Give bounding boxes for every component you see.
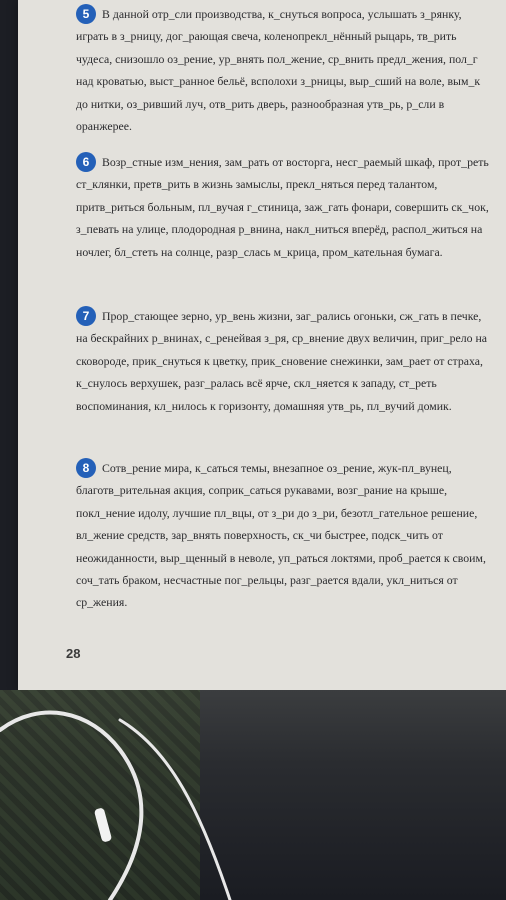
exercise-5-text [76, 3, 492, 137]
page-number: 28 [66, 646, 81, 661]
exercise-6-text [76, 151, 492, 263]
exercise-8-text [76, 457, 492, 614]
textbook-page [18, 0, 506, 690]
exercise-8-paragraph: Сотв_рение мира, к_саться темы, внезапное оз_рение, жук-пл_вунец, благотв_рительная акция, соприк_саться рукавами, возг_рание на крыше, покл_нение идолу, лучшие пл_вцы, от з_ри до з_ри, безотл_гательное решение, вл_жение средств, зар_внять поверхность, ск_чи быстрее, подск_чить от неожиданности, выр_щенный в неволе, уп_раться локтями, проб_рается к своим, соч_тать браком, несчастные пог_рельцы, разг_рается вдали, укл_ниться от ср_жения. [76, 461, 486, 610]
exercise-number-5: 5 [76, 4, 96, 24]
exercise-6-paragraph: Возр_стные изм_нения, зам_рать от восторга, несг_раемый шкаф, прот_реть ст_клянки, претв_рить в жизнь замыслы, прекл_няться перед талантом, притв_риться больным, пл_вучая г_стиница, заж_гать фонари, совершить ск_чок, з_певать на улице, плодородная р_внина, накл_ниться вперёд, распол_житься на ночлег, бл_стеть на солнце, разр_слась м_крица, пром_кательная бумага. [76, 155, 489, 259]
exercise-number-8: 8 [76, 458, 96, 478]
exercise-7-paragraph: Прор_стающее зерно, ур_вень жизни, заг_рались огоньки, сж_гать в печке, на бескрайних р_внинах, с_ренейвая з_ря, ср_внение двух величин, приг_рело на сковороде, прик_снуться к цветку, прик_сновение снежинки, зам_рает от страха, к_снулось верхушек, разг_ралась всё ярче, скл_няется к западу, ст_реть воспоминания, кл_нилось к горизонту, домашняя утв_рь, пл_вучий домик. [76, 309, 487, 413]
exercise-7-text [76, 305, 492, 417]
earphone-cable-image [0, 690, 260, 900]
exercise-number-6: 6 [76, 152, 96, 172]
exercise-5-paragraph: В данной отр_сли производства, к_снуться вопроса, услышать з_рянку, играть в з_рницу, дог_рающая свеча, коленопрекл_нённый рыцарь, тв_рить чудеса, снизошло оз_рение, ур_внять пол_жение, ср_внить предл_жения, пол_г над кроватью, выст_ранное бельё, всполохи з_рницы, выр_сший на воле, вым_к до нитки, оз_ривший луч, отв_рить дверь, разнообразная утв_рь, р_сли в оранжерее. [76, 7, 481, 134]
exercise-number-7: 7 [76, 306, 96, 326]
